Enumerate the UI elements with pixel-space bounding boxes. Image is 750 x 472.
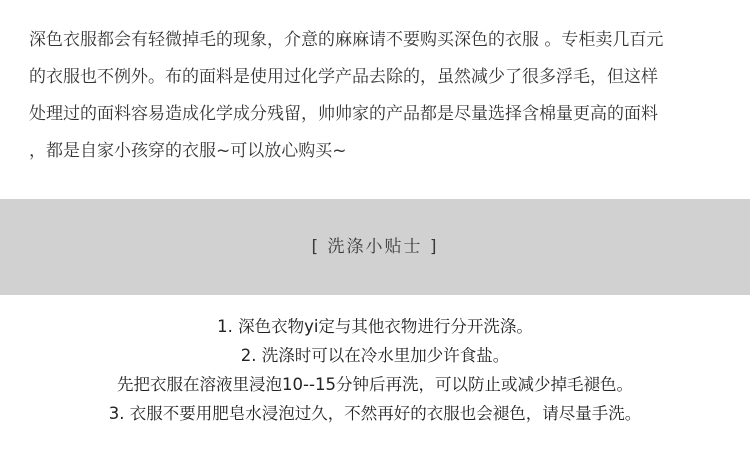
tip-item-3: 3. 衣服不要用肥皂水浸泡过久，不然再好的衣服也会褪色，请尽量手洗。 — [108, 404, 642, 423]
washing-tips-list — [0, 312, 750, 428]
washing-tips-heading: [ 洗涤小贴士 ] — [311, 237, 439, 257]
tip-item-2: 2. 洗涤时可以在冷水里加少许食盐。 — [240, 346, 510, 365]
washing-tips-banner — [0, 199, 750, 295]
intro-paragraph — [29, 22, 729, 170]
tip-item-2-detail: 先把衣服在溶液里浸泡10--15分钟后再洗，可以防止或减少掉毛褪色。 — [117, 375, 633, 394]
intro-line-1: 深色衣服都会有轻微掉毛的现象，介意的麻麻请不要购买深色的衣服 。专柜卖几百元 — [29, 30, 664, 50]
intro-line-4: ，都是自家小孩穿的衣服~可以放心购买~ — [29, 141, 347, 161]
intro-line-2: 的衣服也不例外。布的面料是使用过化学产品去除的，虽然减少了很多浮毛，但这样 — [29, 67, 658, 87]
intro-line-3: 处理过的面料容易造成化学成分残留，帅帅家的产品都是尽量选择含棉量更高的面料 — [29, 104, 658, 124]
tip-item-1: 1. 深色衣物yi定与其他衣物进行分开洗涤。 — [217, 317, 533, 336]
